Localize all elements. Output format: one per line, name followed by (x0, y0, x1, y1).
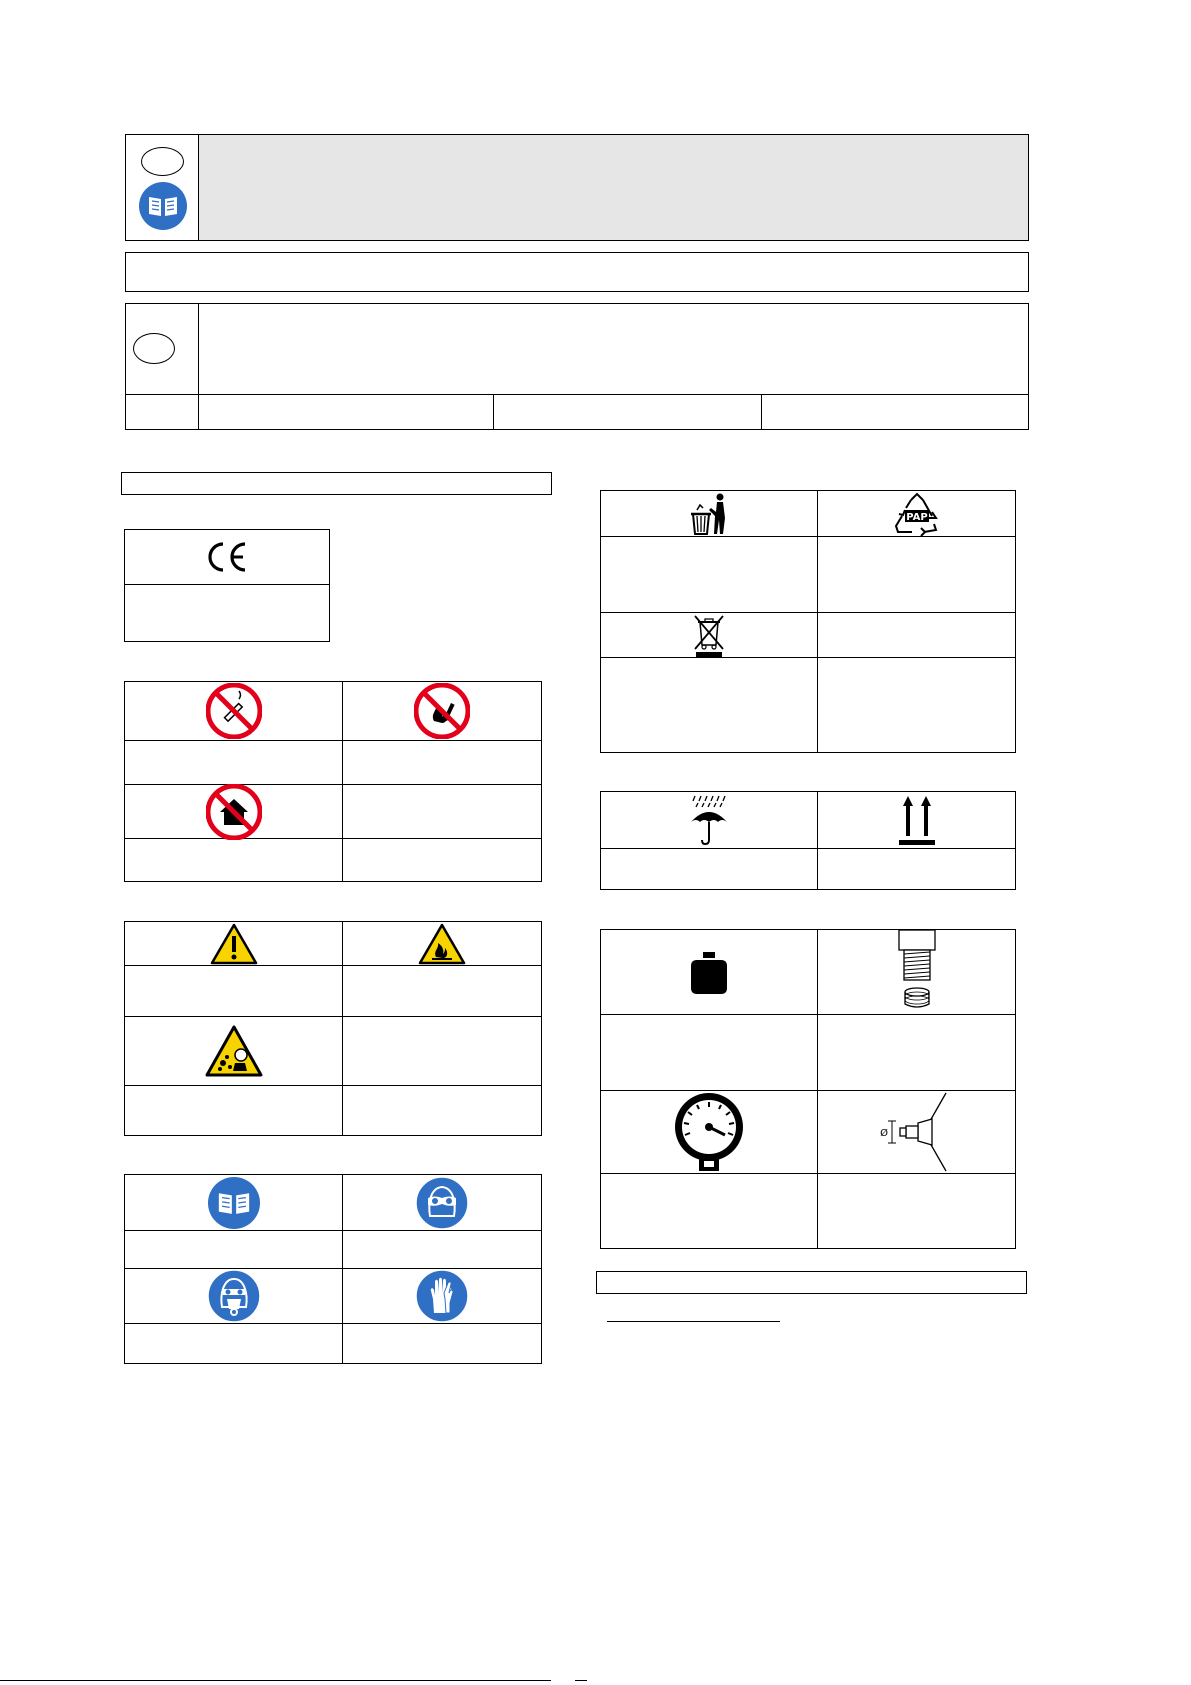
svg-text:PAP: PAP (905, 511, 928, 523)
technical-table (600, 929, 1016, 1249)
prohibition-table (124, 681, 542, 882)
no-indoor-use-icon (125, 785, 342, 838)
no-open-flame-icon (343, 682, 541, 740)
pressure-gauge-icon (601, 1091, 817, 1173)
ce-mark-icon (125, 530, 329, 584)
footer-rule (0, 1680, 551, 1681)
wear-goggles-icon (343, 1175, 541, 1230)
read-manual-icon (137, 183, 189, 229)
tidy-man-icon (601, 491, 817, 536)
weee-bin-icon (601, 613, 817, 657)
language-code-oval (141, 147, 184, 176)
this-way-up-icon (818, 792, 1015, 848)
no-smoking-icon (125, 682, 342, 740)
underlined-subheading (607, 1304, 780, 1322)
pap-recycling-icon (818, 491, 1015, 536)
language-notice-box (125, 252, 1029, 292)
nozzle-diameter-label: Ø (879, 1128, 888, 1139)
mandatory-table (124, 1174, 542, 1364)
nozzle-diameter-icon (818, 1091, 1015, 1173)
wear-respirator-icon (125, 1269, 342, 1323)
left-section-heading (121, 472, 552, 495)
ce-table (124, 529, 330, 642)
footer-rule-short (575, 1680, 587, 1681)
header-notice-box (125, 134, 1029, 241)
general-warning-icon (125, 922, 342, 965)
wear-gloves-icon (343, 1269, 541, 1323)
disposal-table (600, 490, 1016, 753)
version-language-oval (133, 333, 175, 364)
keep-dry-icon (601, 792, 817, 848)
thread-connection-icon (818, 930, 1015, 1014)
read-manual-icon (125, 1175, 342, 1230)
header-notice-icon-cell (126, 135, 199, 240)
right-section-heading (596, 1271, 1027, 1294)
flammable-warning-icon (343, 922, 541, 965)
weight-icon (601, 930, 817, 1014)
packaging-table (600, 791, 1016, 890)
version-box (125, 303, 1029, 430)
warning-table (124, 921, 542, 1136)
flying-debris-warning-icon (125, 1017, 342, 1085)
